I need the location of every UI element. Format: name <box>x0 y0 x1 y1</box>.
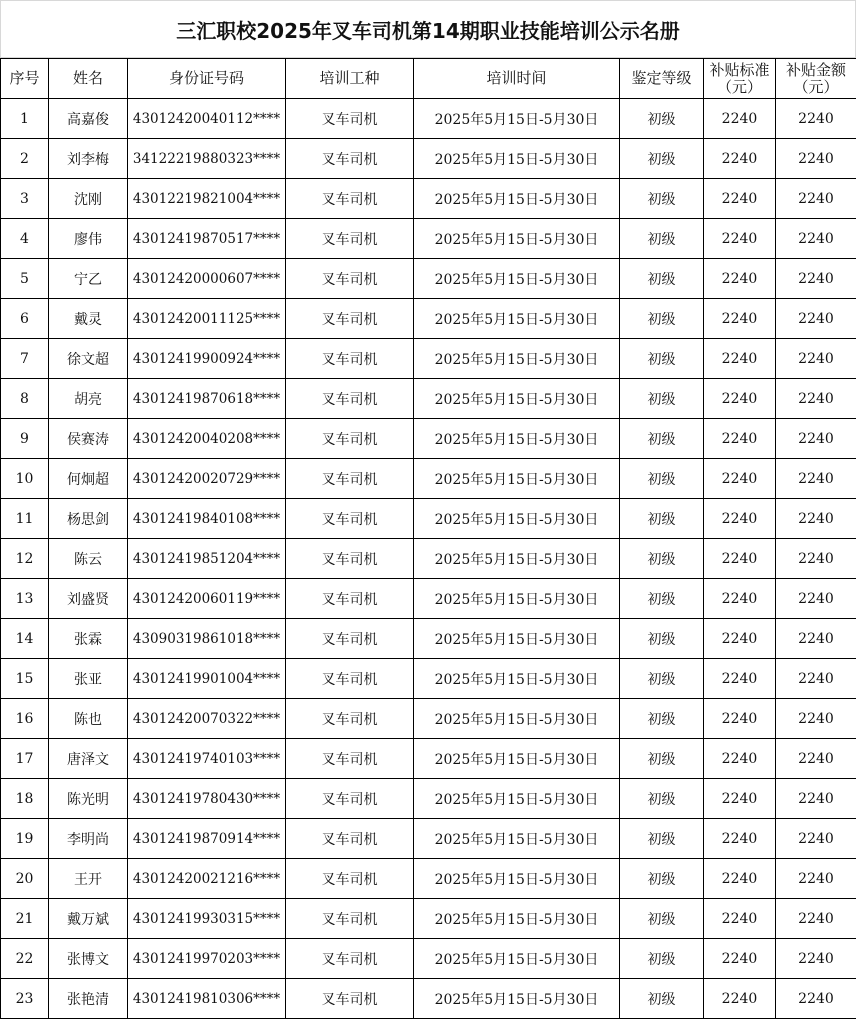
cell-subsidy-standard: 2240 <box>704 579 776 619</box>
cell-subsidy-standard: 2240 <box>704 899 776 939</box>
header-trade: 培训工种 <box>286 59 414 99</box>
cell-training-time: 2025年5月15日-5月30日 <box>414 259 620 299</box>
cell-trade: 叉车司机 <box>286 539 414 579</box>
table-row <box>1 179 856 219</box>
table-row <box>1 419 856 459</box>
cell-id-number: 43012219821004**** <box>128 179 286 219</box>
cell-seq: 17 <box>1 739 49 779</box>
cell-training-time: 2025年5月15日-5月30日 <box>414 139 620 179</box>
cell-id-number: 43012420060119**** <box>128 579 286 619</box>
cell-trade: 叉车司机 <box>286 619 414 659</box>
cell-seq: 18 <box>1 779 49 819</box>
cell-training-time: 2025年5月15日-5月30日 <box>414 339 620 379</box>
cell-training-time: 2025年5月15日-5月30日 <box>414 939 620 979</box>
cell-name: 李明尚 <box>49 819 128 859</box>
cell-seq: 5 <box>1 259 49 299</box>
cell-id-number: 43012419780430**** <box>128 779 286 819</box>
cell-seq: 4 <box>1 219 49 259</box>
cell-subsidy-amount: 2240 <box>776 939 856 979</box>
table-row <box>1 219 856 259</box>
cell-trade: 叉车司机 <box>286 659 414 699</box>
cell-name: 陈也 <box>49 699 128 739</box>
table-row <box>1 379 856 419</box>
cell-seq: 7 <box>1 339 49 379</box>
cell-trade: 叉车司机 <box>286 939 414 979</box>
table-row <box>1 619 856 659</box>
cell-name: 陈光明 <box>49 779 128 819</box>
cell-subsidy-amount: 2240 <box>776 979 856 1019</box>
cell-trade: 叉车司机 <box>286 419 414 459</box>
cell-subsidy-amount: 2240 <box>776 579 856 619</box>
table-row <box>1 739 856 779</box>
cell-seq: 13 <box>1 579 49 619</box>
cell-level: 初级 <box>620 779 704 819</box>
cell-subsidy-standard: 2240 <box>704 219 776 259</box>
table-row <box>1 779 856 819</box>
cell-subsidy-standard: 2240 <box>704 979 776 1019</box>
table-row <box>1 259 856 299</box>
cell-training-time: 2025年5月15日-5月30日 <box>414 819 620 859</box>
table-row <box>1 859 856 899</box>
cell-training-time: 2025年5月15日-5月30日 <box>414 459 620 499</box>
header-level: 鉴定等级 <box>620 59 704 99</box>
cell-training-time: 2025年5月15日-5月30日 <box>414 579 620 619</box>
cell-training-time: 2025年5月15日-5月30日 <box>414 699 620 739</box>
cell-subsidy-amount: 2240 <box>776 859 856 899</box>
cell-subsidy-amount: 2240 <box>776 459 856 499</box>
cell-subsidy-amount: 2240 <box>776 419 856 459</box>
cell-level: 初级 <box>620 699 704 739</box>
cell-training-time: 2025年5月15日-5月30日 <box>414 779 620 819</box>
cell-name: 唐泽文 <box>49 739 128 779</box>
cell-seq: 15 <box>1 659 49 699</box>
cell-subsidy-standard: 2240 <box>704 499 776 539</box>
table-row <box>1 819 856 859</box>
cell-level: 初级 <box>620 899 704 939</box>
table-row <box>1 459 856 499</box>
table-row <box>1 499 856 539</box>
cell-trade: 叉车司机 <box>286 379 414 419</box>
cell-seq: 22 <box>1 939 49 979</box>
cell-name: 张亚 <box>49 659 128 699</box>
cell-training-time: 2025年5月15日-5月30日 <box>414 739 620 779</box>
cell-level: 初级 <box>620 219 704 259</box>
table-row <box>1 579 856 619</box>
cell-trade: 叉车司机 <box>286 139 414 179</box>
table-row <box>1 699 856 739</box>
cell-level: 初级 <box>620 459 704 499</box>
cell-level: 初级 <box>620 139 704 179</box>
cell-id-number: 43012420040112**** <box>128 99 286 139</box>
cell-subsidy-standard: 2240 <box>704 139 776 179</box>
cell-training-time: 2025年5月15日-5月30日 <box>414 539 620 579</box>
cell-subsidy-standard: 2240 <box>704 819 776 859</box>
table-row <box>1 339 856 379</box>
cell-subsidy-amount: 2240 <box>776 499 856 539</box>
cell-trade: 叉车司机 <box>286 499 414 539</box>
cell-seq: 20 <box>1 859 49 899</box>
cell-level: 初级 <box>620 739 704 779</box>
cell-trade: 叉车司机 <box>286 819 414 859</box>
cell-subsidy-standard: 2240 <box>704 299 776 339</box>
cell-trade: 叉车司机 <box>286 859 414 899</box>
cell-seq: 8 <box>1 379 49 419</box>
cell-id-number: 43090319861018**** <box>128 619 286 659</box>
cell-level: 初级 <box>620 99 704 139</box>
cell-id-number: 43012420040208**** <box>128 419 286 459</box>
header-seq: 序号 <box>1 59 49 99</box>
table-row <box>1 899 856 939</box>
cell-subsidy-standard: 2240 <box>704 379 776 419</box>
cell-id-number: 43012419901004**** <box>128 659 286 699</box>
cell-trade: 叉车司机 <box>286 979 414 1019</box>
cell-id-number: 43012419870618**** <box>128 379 286 419</box>
cell-name: 戴灵 <box>49 299 128 339</box>
cell-subsidy-amount: 2240 <box>776 659 856 699</box>
cell-training-time: 2025年5月15日-5月30日 <box>414 859 620 899</box>
cell-level: 初级 <box>620 859 704 899</box>
cell-level: 初级 <box>620 579 704 619</box>
cell-subsidy-standard: 2240 <box>704 779 776 819</box>
cell-training-time: 2025年5月15日-5月30日 <box>414 99 620 139</box>
cell-level: 初级 <box>620 539 704 579</box>
cell-seq: 16 <box>1 699 49 739</box>
cell-subsidy-amount: 2240 <box>776 259 856 299</box>
cell-level: 初级 <box>620 619 704 659</box>
cell-subsidy-amount: 2240 <box>776 819 856 859</box>
cell-name: 徐文超 <box>49 339 128 379</box>
cell-trade: 叉车司机 <box>286 299 414 339</box>
cell-name: 何炯超 <box>49 459 128 499</box>
table-row <box>1 139 856 179</box>
cell-subsidy-standard: 2240 <box>704 939 776 979</box>
cell-training-time: 2025年5月15日-5月30日 <box>414 659 620 699</box>
cell-subsidy-amount: 2240 <box>776 379 856 419</box>
cell-name: 廖伟 <box>49 219 128 259</box>
cell-name: 王开 <box>49 859 128 899</box>
cell-training-time: 2025年5月15日-5月30日 <box>414 299 620 339</box>
cell-seq: 14 <box>1 619 49 659</box>
cell-seq: 6 <box>1 299 49 339</box>
cell-name: 陈云 <box>49 539 128 579</box>
header-row <box>1 59 856 99</box>
table-row <box>1 299 856 339</box>
header-training-time: 培训时间 <box>414 59 620 99</box>
cell-subsidy-amount: 2240 <box>776 899 856 939</box>
cell-id-number: 43012419900924**** <box>128 339 286 379</box>
cell-subsidy-standard: 2240 <box>704 739 776 779</box>
cell-seq: 1 <box>1 99 49 139</box>
cell-trade: 叉车司机 <box>286 179 414 219</box>
cell-id-number: 43012419840108**** <box>128 499 286 539</box>
cell-id-number: 43012420070322**** <box>128 699 286 739</box>
cell-seq: 11 <box>1 499 49 539</box>
cell-id-number: 43012419970203**** <box>128 939 286 979</box>
cell-subsidy-amount: 2240 <box>776 219 856 259</box>
cell-level: 初级 <box>620 179 704 219</box>
cell-subsidy-standard: 2240 <box>704 859 776 899</box>
cell-trade: 叉车司机 <box>286 899 414 939</box>
cell-seq: 21 <box>1 899 49 939</box>
cell-name: 沈刚 <box>49 179 128 219</box>
cell-training-time: 2025年5月15日-5月30日 <box>414 619 620 659</box>
cell-name: 刘盛贤 <box>49 579 128 619</box>
cell-level: 初级 <box>620 419 704 459</box>
cell-trade: 叉车司机 <box>286 699 414 739</box>
cell-subsidy-standard: 2240 <box>704 659 776 699</box>
cell-trade: 叉车司机 <box>286 739 414 779</box>
cell-trade: 叉车司机 <box>286 339 414 379</box>
cell-trade: 叉车司机 <box>286 459 414 499</box>
cell-level: 初级 <box>620 979 704 1019</box>
cell-seq: 23 <box>1 979 49 1019</box>
cell-name: 胡亮 <box>49 379 128 419</box>
cell-subsidy-standard: 2240 <box>704 539 776 579</box>
cell-level: 初级 <box>620 499 704 539</box>
cell-trade: 叉车司机 <box>286 259 414 299</box>
header-subsidy-amount: 补贴金额（元） <box>776 59 856 99</box>
cell-level: 初级 <box>620 299 704 339</box>
cell-id-number: 43012419810306**** <box>128 979 286 1019</box>
table-row <box>1 99 856 139</box>
cell-id-number: 43012420020729**** <box>128 459 286 499</box>
cell-id-number: 43012419870517**** <box>128 219 286 259</box>
cell-level: 初级 <box>620 259 704 299</box>
table-body <box>1 99 856 1019</box>
cell-trade: 叉车司机 <box>286 99 414 139</box>
cell-name: 侯赛涛 <box>49 419 128 459</box>
cell-subsidy-amount: 2240 <box>776 299 856 339</box>
cell-name: 宁乙 <box>49 259 128 299</box>
cell-id-number: 43012419740103**** <box>128 739 286 779</box>
cell-subsidy-amount: 2240 <box>776 699 856 739</box>
cell-id-number: 34122219880323**** <box>128 139 286 179</box>
cell-subsidy-standard: 2240 <box>704 339 776 379</box>
cell-name: 刘李梅 <box>49 139 128 179</box>
table-row <box>1 539 856 579</box>
cell-name: 高嘉俊 <box>49 99 128 139</box>
cell-training-time: 2025年5月15日-5月30日 <box>414 219 620 259</box>
cell-seq: 12 <box>1 539 49 579</box>
cell-level: 初级 <box>620 379 704 419</box>
cell-subsidy-standard: 2240 <box>704 459 776 499</box>
cell-seq: 10 <box>1 459 49 499</box>
cell-subsidy-standard: 2240 <box>704 99 776 139</box>
cell-level: 初级 <box>620 819 704 859</box>
cell-name: 戴万斌 <box>49 899 128 939</box>
cell-trade: 叉车司机 <box>286 779 414 819</box>
cell-level: 初级 <box>620 939 704 979</box>
cell-name: 张艳清 <box>49 979 128 1019</box>
cell-id-number: 43012419851204**** <box>128 539 286 579</box>
cell-seq: 9 <box>1 419 49 459</box>
cell-id-number: 43012420000607**** <box>128 259 286 299</box>
cell-name: 张博文 <box>49 939 128 979</box>
cell-training-time: 2025年5月15日-5月30日 <box>414 419 620 459</box>
table-row <box>1 659 856 699</box>
cell-subsidy-amount: 2240 <box>776 139 856 179</box>
cell-seq: 3 <box>1 179 49 219</box>
cell-subsidy-amount: 2240 <box>776 179 856 219</box>
cell-subsidy-standard: 2240 <box>704 419 776 459</box>
cell-subsidy-amount: 2240 <box>776 779 856 819</box>
roster-table <box>0 58 856 1019</box>
cell-trade: 叉车司机 <box>286 579 414 619</box>
cell-name: 张霖 <box>49 619 128 659</box>
cell-subsidy-standard: 2240 <box>704 619 776 659</box>
cell-subsidy-amount: 2240 <box>776 99 856 139</box>
cell-trade: 叉车司机 <box>286 219 414 259</box>
cell-training-time: 2025年5月15日-5月30日 <box>414 499 620 539</box>
cell-subsidy-amount: 2240 <box>776 539 856 579</box>
cell-subsidy-amount: 2240 <box>776 339 856 379</box>
cell-training-time: 2025年5月15日-5月30日 <box>414 379 620 419</box>
table-row <box>1 979 856 1019</box>
cell-subsidy-amount: 2240 <box>776 619 856 659</box>
header-name: 姓名 <box>49 59 128 99</box>
cell-id-number: 43012420021216**** <box>128 859 286 899</box>
header-subsidy-standard: 补贴标准（元） <box>704 59 776 99</box>
cell-id-number: 43012419870914**** <box>128 819 286 859</box>
cell-id-number: 43012419930315**** <box>128 899 286 939</box>
cell-seq: 19 <box>1 819 49 859</box>
cell-name: 杨思剑 <box>49 499 128 539</box>
cell-training-time: 2025年5月15日-5月30日 <box>414 979 620 1019</box>
cell-id-number: 43012420011125**** <box>128 299 286 339</box>
cell-training-time: 2025年5月15日-5月30日 <box>414 899 620 939</box>
cell-subsidy-amount: 2240 <box>776 739 856 779</box>
cell-subsidy-standard: 2240 <box>704 179 776 219</box>
table-row <box>1 939 856 979</box>
page-title: 三汇职校2025年叉车司机第14期职业技能培训公示名册 <box>0 0 856 58</box>
cell-level: 初级 <box>620 659 704 699</box>
cell-seq: 2 <box>1 139 49 179</box>
cell-subsidy-standard: 2240 <box>704 259 776 299</box>
cell-subsidy-standard: 2240 <box>704 699 776 739</box>
cell-training-time: 2025年5月15日-5月30日 <box>414 179 620 219</box>
cell-level: 初级 <box>620 339 704 379</box>
header-id-number: 身份证号码 <box>128 59 286 99</box>
